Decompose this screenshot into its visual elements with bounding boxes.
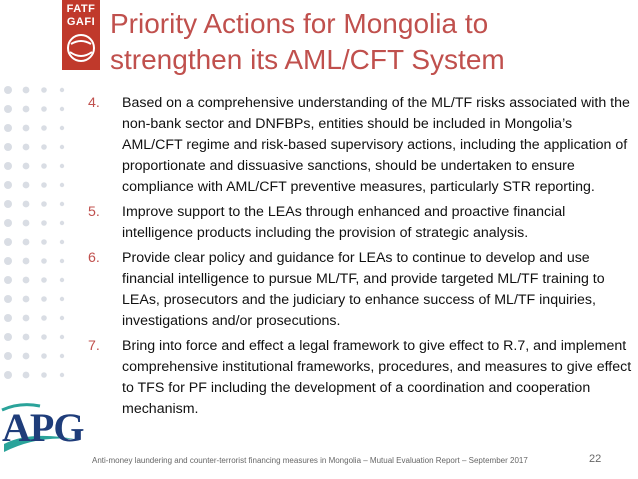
decor-dot — [4, 238, 12, 246]
decor-dot — [23, 239, 30, 246]
decor-dot — [41, 315, 47, 321]
decor-dot — [4, 105, 12, 113]
fatf-gafi-logo — [62, 0, 100, 70]
decor-dot — [23, 315, 30, 322]
decor-dot — [41, 144, 47, 150]
decor-dot — [23, 372, 30, 379]
decor-dot — [41, 201, 47, 207]
item-text: Improve support to the LEAs through enhanced and proactive financial intelligence products including the provision of strategic analysis. — [122, 204, 566, 241]
decor-dot — [41, 372, 47, 378]
list-item — [88, 202, 633, 244]
decor-dot — [60, 88, 64, 92]
decor-dot — [60, 145, 64, 149]
apg-logo-text: APG — [2, 405, 84, 450]
decor-dot — [23, 258, 30, 265]
decor-dot — [23, 296, 30, 303]
decor-dot — [41, 353, 47, 359]
decor-dot — [41, 106, 47, 112]
decor-dot — [41, 258, 47, 264]
decor-dot — [23, 353, 30, 360]
decor-dot — [23, 182, 30, 189]
decor-dot — [23, 106, 30, 113]
decor-dot — [4, 295, 12, 303]
item-number: 5. — [88, 204, 100, 220]
item-number: 6. — [88, 250, 100, 266]
item-number: 4. — [88, 95, 100, 111]
decor-dot — [41, 182, 47, 188]
footer-text: Anti-money laundering and counter-terrorist financing measures in Mongolia – Mutual Evaluation Report – September 2017 — [92, 456, 528, 465]
fatf-swirl-icon — [62, 30, 100, 70]
item-number: 7. — [88, 338, 100, 354]
decor-dot — [41, 277, 47, 283]
decor-dot — [23, 87, 30, 94]
page-number: 22 — [589, 453, 602, 465]
decor-dot — [23, 125, 30, 132]
fatf-logo-line2: GAFI — [66, 16, 96, 28]
fatf-logo-line1: FATF — [66, 3, 96, 15]
item-text: Provide clear policy and guidance for LEAs to continue to develop and use financial intelligence to pursue ML/TF, and provide targeted ML/TF training to LEAs, prosecutors and the judiciary to enhance success of ML/TF inquiries, investigations and/or prosecutions. — [122, 250, 605, 329]
decor-dot — [41, 220, 47, 226]
decor-dot — [41, 125, 47, 131]
list-item — [88, 336, 633, 420]
decor-dot — [23, 144, 30, 151]
item-text: Based on a comprehensive understanding of the ML/TF risks associated with the non-bank sector and DNFBPs, entities should be included in Mongolia’s AML/CFT regime and risk-based supervisory actions, including the application of proportionate and dissuasive sanctions, should be undertaken to ensure compliance with AML/CFT preventive measures, particularly STR reporting. — [122, 95, 630, 195]
decor-dot — [60, 202, 64, 206]
decor-dot — [4, 371, 12, 379]
decor-dot — [60, 164, 64, 168]
title-line1: Priority Actions for Mongolia to — [110, 8, 489, 39]
decor-dot — [4, 124, 12, 132]
decor-dot — [4, 143, 12, 151]
decor-dot — [60, 373, 64, 377]
decor-dot — [4, 276, 12, 284]
decor-dot — [60, 335, 64, 339]
decor-dot — [4, 86, 12, 94]
decor-dot — [4, 352, 12, 360]
decor-dot — [4, 162, 12, 170]
decor-dot — [60, 126, 64, 130]
decor-dot — [4, 333, 12, 341]
list-item — [88, 93, 633, 198]
decor-dot — [60, 259, 64, 263]
decor-dot — [23, 163, 30, 170]
decor-dot — [60, 354, 64, 358]
item-text: Bring into force and effect a legal framework to give effect to R.7, and implement comprehensive institutional frameworks, procedures, and measures to give effect to TFS for PF including the development of a coordination and cooperation mechanism. — [122, 338, 632, 417]
decor-dot — [4, 314, 12, 322]
decor-dot — [41, 334, 47, 340]
decor-dot — [60, 316, 64, 320]
decor-dot — [4, 200, 12, 208]
decor-dot — [4, 219, 12, 227]
decor-dot — [60, 240, 64, 244]
decor-dot — [41, 239, 47, 245]
decor-dot — [60, 297, 64, 301]
decor-dot — [60, 107, 64, 111]
decor-dot — [4, 181, 12, 189]
decor-dot — [23, 277, 30, 284]
page-title — [110, 6, 630, 78]
decor-dot — [60, 183, 64, 187]
list-item — [88, 248, 633, 332]
decor-dot — [60, 278, 64, 282]
decor-dot — [23, 201, 30, 208]
decor-dot — [4, 257, 12, 265]
decor-dot — [23, 220, 30, 227]
title-line2: strengthen its AML/CFT System — [110, 44, 505, 75]
priority-actions-list — [88, 93, 633, 424]
decor-dot — [23, 334, 30, 341]
decor-dot — [60, 221, 64, 225]
decor-dot — [41, 296, 47, 302]
decor-dot — [41, 163, 47, 169]
decor-dot — [41, 87, 47, 93]
